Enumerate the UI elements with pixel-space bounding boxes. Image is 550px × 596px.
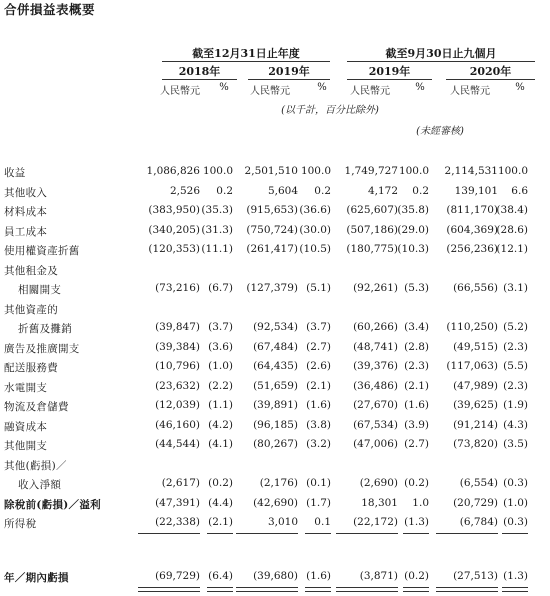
cell-rmb-2020: 2,114,531 [444, 165, 498, 177]
cell-rmb-2019-9m: (92,261) [353, 282, 398, 294]
table-row [0, 358, 550, 376]
row-label: 年／期內虧損 [4, 572, 69, 584]
cell-rmb-2019-fy: (39,680) [253, 570, 298, 582]
table-row [0, 261, 550, 279]
cell-pct-2019-fy: (1.6) [306, 399, 331, 411]
cell-pct-2020: (3.1) [503, 282, 528, 294]
cell-rmb-2019-fy: (2,176) [259, 477, 298, 489]
cell-rmb-2018: (47,391) [155, 496, 200, 509]
row-label: 收益 [4, 167, 26, 179]
subtotal-rule [336, 533, 398, 534]
row-label: 廣告及推廣開支 [4, 342, 80, 355]
cell-pct-2020: (0.3) [503, 516, 528, 528]
table-row [0, 397, 550, 415]
cell-rmb-2019-9m: (625,607) [346, 204, 398, 216]
row-label: 物流及倉儲費 [4, 401, 69, 413]
cell-rmb-2019-9m: (48,741) [353, 340, 398, 353]
subtotal-rule [138, 533, 200, 534]
cell-rmb-2018: (10,796) [155, 360, 200, 372]
cell-pct-2019-9m: (35.8) [397, 204, 429, 216]
cell-rmb-2018: (23,632) [155, 379, 200, 392]
subtotal-rule [436, 533, 498, 534]
cell-rmb-2019-fy: (67,484) [253, 340, 298, 353]
table-row [0, 319, 550, 337]
cell-rmb-2019-fy: (96,185) [253, 418, 298, 431]
cell-rmb-2020: (117,063) [446, 360, 498, 372]
cell-rmb-2020: 139,101 [454, 184, 498, 197]
cell-pct-2019-9m: (2.3) [404, 360, 429, 372]
unaudited-note: (未經審核) [416, 126, 464, 137]
cell-pct-2020: (5.2) [503, 321, 528, 333]
row-label: 水電開支 [4, 381, 48, 394]
cell-pct-2019-9m: (2.8) [404, 340, 429, 353]
cell-pct-2020: (12.1) [496, 243, 528, 255]
cell-pct-2019-9m: (10.3) [397, 243, 429, 255]
cell-pct-2019-fy: 100.0 [300, 165, 331, 177]
cell-pct-2018: 0.2 [216, 184, 233, 197]
cell-pct-2019-fy: (2.6) [306, 360, 331, 372]
cell-rmb-2019-9m: 4,172 [367, 184, 398, 197]
cell-pct-2018: (1.1) [208, 399, 233, 411]
table-row [0, 222, 550, 240]
unit-rmb-2020: 人民幣元 [450, 86, 490, 97]
row-label: 員工成本 [4, 225, 48, 238]
table-row [0, 280, 550, 298]
cell-rmb-2019-fy: (92,534) [253, 321, 298, 333]
total-double-rule [236, 587, 298, 592]
cell-pct-2020: (2.3) [503, 379, 528, 392]
cell-pct-2018: (11.1) [201, 243, 233, 255]
cell-pct-2018: (4.2) [208, 418, 233, 431]
cell-pct-2019-fy: 0.1 [314, 516, 331, 528]
table-row [0, 378, 550, 396]
row-label: 所得稅 [4, 518, 37, 530]
cell-rmb-2020: (49,515) [453, 340, 498, 353]
cell-rmb-2019-9m: 1,749,727 [344, 165, 398, 177]
cell-rmb-2019-fy: (127,379) [246, 282, 298, 294]
row-label: 其他開支 [4, 440, 48, 452]
cell-rmb-2019-9m: (3,871) [359, 570, 398, 582]
row-label: 材料成本 [4, 206, 48, 218]
table-row [0, 417, 550, 435]
cell-rmb-2020: (27,513) [453, 570, 498, 582]
cell-pct-2019-9m: (2.7) [404, 438, 429, 450]
cell-pct-2019-fy: (3.8) [306, 418, 331, 431]
row-label: 其他(虧損)／ [4, 459, 67, 472]
unit-pct-2019-9m: % [415, 82, 425, 93]
cell-pct-2019-9m: (2.1) [404, 379, 429, 392]
unit-pct-2018: % [219, 82, 229, 93]
cell-pct-2020: 100.0 [497, 165, 528, 177]
cell-rmb-2019-9m: (27,670) [353, 399, 398, 411]
cell-rmb-2020: (256,236) [446, 243, 498, 255]
cell-rmb-2019-fy: (39,891) [253, 399, 298, 411]
cell-rmb-2020: (66,556) [453, 282, 498, 294]
page-title: 合併損益表概要 [4, 2, 96, 17]
cell-pct-2019-9m: (0.2) [404, 570, 429, 582]
cell-pct-2020: (0.3) [503, 477, 528, 489]
cell-rmb-2019-fy: (64,435) [253, 360, 298, 372]
cell-pct-2019-9m: (3.4) [404, 321, 429, 333]
cell-rmb-2020: (91,214) [453, 418, 498, 431]
unit-pct-2019-fy: % [317, 82, 327, 93]
table-row [0, 339, 550, 357]
cell-pct-2018: (31.3) [201, 223, 233, 236]
year-header-2019-fy: 2019年 [248, 63, 330, 80]
cell-rmb-2019-fy: (261,417) [246, 243, 298, 255]
cell-pct-2019-9m: (1.6) [404, 399, 429, 411]
year-header-2020: 2020年 [446, 63, 535, 80]
table-row [0, 514, 550, 532]
cell-pct-2019-9m: (1.3) [404, 516, 429, 528]
cell-pct-2019-fy: (0.1) [306, 477, 331, 489]
cell-rmb-2019-9m: (39,376) [353, 360, 398, 372]
cell-rmb-2020: (73,820) [453, 438, 498, 450]
period-header-nine-months: 截至9月30日止九個月 [347, 45, 535, 62]
cell-rmb-2019-9m: (36,486) [353, 379, 398, 392]
cell-rmb-2020: (39,625) [453, 399, 498, 411]
period-header-full-year: 截至12月31日止年度 [162, 45, 330, 62]
cell-pct-2019-fy: (3.2) [306, 438, 331, 450]
cell-pct-2020: (1.0) [503, 496, 528, 509]
total-row [0, 568, 550, 586]
cell-rmb-2020: (20,729) [453, 496, 498, 509]
cell-pct-2020: (2.3) [503, 340, 528, 353]
cell-rmb-2019-fy: 2,501,510 [244, 165, 298, 177]
cell-pct-2020: (3.5) [503, 438, 528, 450]
cell-pct-2018: (0.2) [208, 477, 233, 489]
cell-pct-2020: (28.6) [496, 223, 528, 236]
row-label: 其他收入 [4, 186, 48, 199]
unit-rmb-2019-fy: 人民幣元 [250, 86, 290, 97]
year-header-2019-9m: 2019年 [347, 63, 432, 80]
cell-rmb-2019-fy: (915,653) [246, 204, 298, 216]
cell-pct-2018: (3.7) [208, 321, 233, 333]
cell-rmb-2019-9m: (60,266) [353, 321, 398, 333]
unit-rmb-2018: 人民幣元 [160, 86, 200, 97]
cell-pct-2019-fy: (30.0) [299, 223, 331, 236]
cell-rmb-2018: 2,526 [169, 184, 200, 197]
subtotal-rule [403, 533, 429, 534]
unit-rmb-2019-9m: 人民幣元 [350, 86, 390, 97]
cell-pct-2020: (38.4) [496, 204, 528, 216]
cell-rmb-2020: (6,784) [459, 516, 498, 528]
table-row [0, 163, 550, 181]
cell-pct-2019-fy: (1.6) [306, 570, 331, 582]
cell-rmb-2018: (73,216) [155, 282, 200, 294]
row-label: 其他租金及 [4, 264, 58, 277]
cell-rmb-2018: 1,086,826 [146, 165, 200, 177]
cell-pct-2018: (2.1) [208, 516, 233, 528]
cell-rmb-2019-9m: (47,006) [353, 438, 398, 450]
row-label: 配送服務費 [4, 362, 58, 374]
subtotal-rule [502, 533, 528, 534]
cell-rmb-2018: (46,160) [155, 418, 200, 431]
total-double-rule [502, 587, 528, 592]
cell-pct-2019-9m: 1.0 [412, 496, 429, 509]
cell-rmb-2018: (44,544) [155, 438, 200, 450]
cell-pct-2018: (1.0) [208, 360, 233, 372]
cell-pct-2018: (4.4) [208, 496, 233, 509]
cell-rmb-2018: (39,384) [155, 340, 200, 353]
cell-rmb-2018: (12,039) [155, 399, 200, 411]
cell-pct-2019-fy: (2.1) [306, 379, 331, 392]
unit-pct-2020: % [515, 82, 525, 93]
cell-pct-2019-9m: (5.3) [404, 282, 429, 294]
row-label: 除稅前(虧損)／溢利 [4, 498, 101, 511]
cell-pct-2020: (4.3) [503, 418, 528, 431]
cell-pct-2020: (5.5) [503, 360, 528, 372]
cell-pct-2019-9m: (29.0) [397, 223, 429, 236]
cell-pct-2019-9m: 100.0 [398, 165, 429, 177]
cell-pct-2018: (3.6) [208, 340, 233, 353]
cell-rmb-2018: (39,847) [155, 321, 200, 333]
cell-pct-2019-fy: (3.7) [306, 321, 331, 333]
cell-rmb-2020: (110,250) [446, 321, 498, 333]
cell-pct-2019-9m: (3.9) [404, 418, 429, 431]
total-double-rule [436, 587, 498, 592]
cell-pct-2020: (1.9) [503, 399, 528, 411]
cell-rmb-2018: (2,617) [161, 477, 200, 489]
table-row [0, 436, 550, 454]
row-label: 折舊及攤銷 [18, 323, 72, 335]
cell-pct-2019-fy: (36.6) [299, 204, 331, 216]
cell-pct-2019-9m: 0.2 [412, 184, 429, 197]
subtotal-rule [207, 533, 233, 534]
row-label: 其他資產的 [4, 303, 58, 316]
cell-rmb-2019-9m: (22,172) [353, 516, 398, 528]
cell-pct-2019-fy: 0.2 [314, 184, 331, 197]
cell-pct-2018: (6.4) [208, 570, 233, 582]
cell-pct-2018: (2.2) [208, 379, 233, 392]
cell-rmb-2019-fy: (51,659) [253, 379, 298, 392]
cell-rmb-2018: (69,729) [155, 570, 200, 582]
cell-pct-2020: 6.6 [511, 184, 528, 197]
table-row [0, 202, 550, 220]
table-row [0, 475, 550, 493]
cell-pct-2018: (35.3) [201, 204, 233, 216]
table-row [0, 183, 550, 201]
cell-rmb-2020: (6,554) [459, 477, 498, 489]
subtotal-rule [236, 533, 298, 534]
total-double-rule [336, 587, 398, 592]
table-row [0, 300, 550, 318]
cell-rmb-2019-fy: (42,690) [253, 496, 298, 509]
row-label: 使用權資產折舊 [4, 245, 80, 257]
cell-pct-2018: 100.0 [202, 165, 233, 177]
total-double-rule [138, 587, 200, 592]
cell-rmb-2019-fy: (80,267) [253, 438, 298, 450]
cell-rmb-2020: (47,989) [453, 379, 498, 392]
cell-pct-2019-fy: (2.7) [306, 340, 331, 353]
cell-rmb-2019-fy: 5,604 [267, 184, 298, 197]
table-row [0, 456, 550, 474]
year-header-2018: 2018年 [162, 63, 237, 80]
cell-pct-2019-fy: (10.5) [299, 243, 331, 255]
cell-pct-2018: (4.1) [208, 438, 233, 450]
cell-rmb-2019-9m: (180,775) [346, 243, 398, 255]
cell-rmb-2019-9m: (2,690) [359, 477, 398, 489]
total-double-rule [207, 587, 233, 592]
cell-rmb-2018: (120,353) [148, 243, 200, 255]
cell-rmb-2019-9m: (507,186) [346, 223, 398, 236]
row-label: 融資成本 [4, 420, 48, 433]
cell-rmb-2019-9m: 18,301 [361, 496, 398, 509]
row-label: 相關開支 [18, 284, 62, 296]
table-row [0, 241, 550, 259]
subtotal-rule [305, 533, 331, 534]
cell-rmb-2018: (22,338) [155, 516, 200, 528]
cell-rmb-2018: (340,205) [148, 223, 200, 236]
cell-rmb-2020: (811,170) [446, 204, 498, 216]
cell-rmb-2018: (383,950) [148, 204, 200, 216]
cell-pct-2018: (6.7) [208, 282, 233, 294]
cell-rmb-2020: (604,369) [446, 223, 498, 236]
total-double-rule [403, 587, 429, 592]
cell-pct-2019-9m: (0.2) [404, 477, 429, 489]
units-note: (以千計，百分比除外) [281, 105, 379, 116]
table-row [0, 495, 550, 513]
cell-pct-2019-fy: (5.1) [306, 282, 331, 294]
cell-pct-2020: (1.3) [503, 570, 528, 582]
cell-rmb-2019-fy: 3,010 [267, 516, 298, 528]
cell-rmb-2019-fy: (750,724) [246, 223, 298, 236]
cell-pct-2019-fy: (1.7) [306, 496, 331, 509]
cell-rmb-2019-9m: (67,534) [353, 418, 398, 431]
row-label: 收入淨額 [18, 479, 62, 491]
total-double-rule [305, 587, 331, 592]
